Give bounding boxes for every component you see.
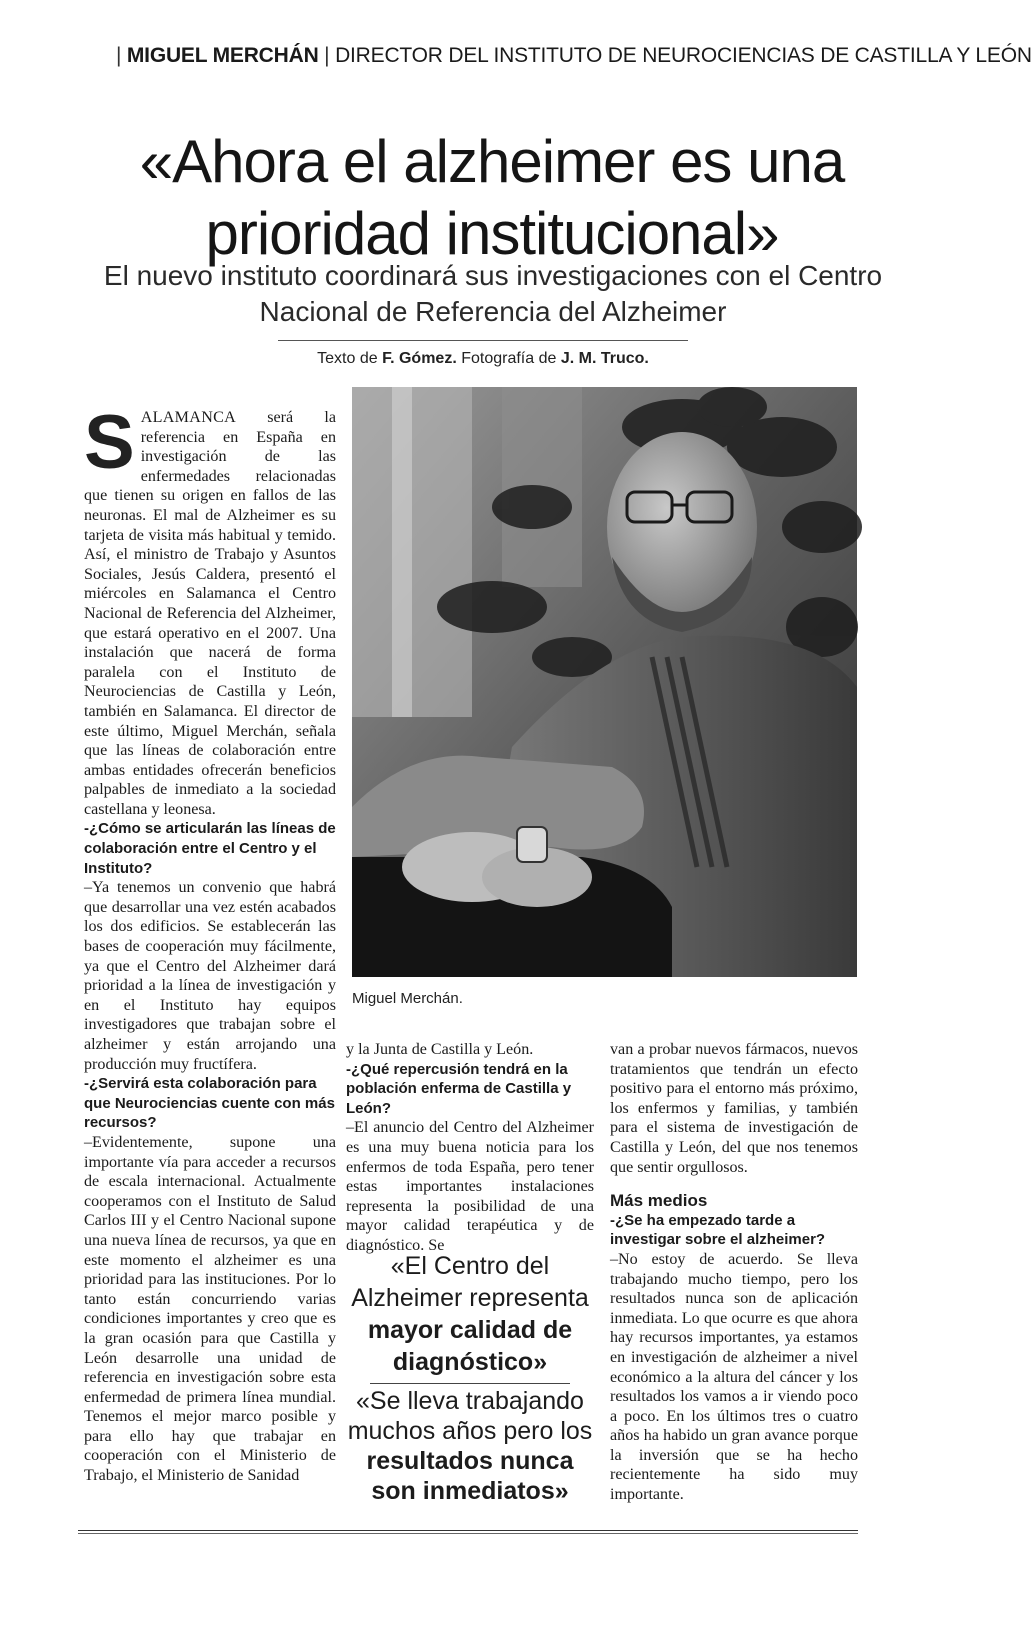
byline-author: F. Gómez. xyxy=(382,350,457,367)
byline-divider xyxy=(278,340,688,341)
pullquote-2 xyxy=(346,1386,594,1506)
article-column-1 xyxy=(84,400,336,1486)
kicker-bar: | xyxy=(318,44,336,67)
pullquote-1-text: «El Centro del Alzheimer representa xyxy=(351,1252,589,1312)
pullquote-1-bold: mayor calidad de diagnóstico» xyxy=(367,1316,573,1376)
question-4: -¿Se ha empezado tarde a investigar sobre el alzheimer? xyxy=(610,1211,826,1249)
bottom-rule xyxy=(78,1533,858,1534)
question-2: -¿Servirá esta colaboración para que Neurociencias cuente con más recursos? xyxy=(84,1075,335,1132)
article-column-2 xyxy=(346,1040,594,1256)
article-subhead: El nuevo instituto coordinará sus investigaciones con el Centro Nacional de Referencia del Alzheimer xyxy=(103,260,883,327)
byline-text-prefix: Texto de xyxy=(317,350,378,367)
portrait-photo xyxy=(352,387,857,977)
bottom-rule xyxy=(78,1530,858,1531)
kicker-bar: | xyxy=(116,44,127,67)
answer-4: –No estoy de acuerdo. Se lleva trabajando mucho tiempo, pero los resultados nunca son de aplicación inmediata. Lo que ocurre es que ahora hay recursos importantes, ya estamos en investigación de alzheimer a nivel económico a la altura del cáncer y los resultados los vamos a ir viendo poco a poco. En los últimos tres o cuatro años ha habido un gran avance porque la inversión que se ha hecho recientemente ha sido muy importante. xyxy=(610,1250,858,1504)
byline xyxy=(278,350,688,368)
article-kicker xyxy=(116,44,1032,68)
question-1: -¿Cómo se articularán las líneas de colaboración entre el Centro y el Instituto? xyxy=(84,820,336,877)
pullquote-1 xyxy=(346,1250,594,1378)
kicker-role: DIRECTOR DEL INSTITUTO DE NEUROCIENCIAS DE CASTILLA Y LEÓN xyxy=(335,44,1032,67)
byline-photo-prefix: Fotografía de xyxy=(461,350,557,367)
photo-caption: Miguel Merchán. xyxy=(352,990,463,1007)
answer-2-continued: y la Junta de Castilla y León. xyxy=(346,1041,534,1058)
answer-1: –Ya tenemos un convenio que habrá que desarrollar una vez estén acabados los dos edificios. Se establecerán las bases de cooperación muy fácilmente, ya que el Centro del Alzheimer dará prioridad a la línea de investigación y en el Instituto hay equipos investigadores que trabajan sobre el alzheimer y están arrojando una producción muy fructífera. xyxy=(84,879,336,1073)
pullquote-2-bold: resultados nunca son inmediatos» xyxy=(366,1447,574,1505)
lead-smallcaps: ALAMANCA xyxy=(140,409,237,426)
question-3: -¿Qué repercusión tendrá en la población enferma de Castilla y León? xyxy=(346,1060,572,1117)
pullquote-2-text: «Se lleva trabajando muchos años pero los xyxy=(347,1387,593,1445)
kicker-name: MIGUEL MERCHÁN xyxy=(126,44,319,67)
section-subtitle: Más medios xyxy=(610,1191,708,1211)
lead-text: será la referencia en España en investigación de las enfermedades relacionadas que tienen su origen en fallos de las neuronas. El mal de Alzheimer es su tarjeta de visita más habitual y temido. Así, el ministro de Trabajo y Asuntos Sociales, Jesús Caldera, presentó el miércoles en Salamanca el Centro Nacional de Referencia del Alzheimer, que estará operativo en el 2007. Una instalación que nacerá de forma paralela con el Instituto de Neurociencias de Castilla y León, también en Salamanca. El director de este último, Miguel Merchán, señala que las líneas de colaboración entre ambas entidades ofrecerán beneficios palpables de inmediato a la sociedad castellana y leonesa. xyxy=(84,409,336,818)
article-column-3 xyxy=(610,1040,858,1505)
answer-3: –El anuncio del Centro del Alzheimer es una muy buena noticia para los enfermos de toda España, pero tener estas importantes instalaciones representa la posibilidad de una mayor calidad terapéutica y de diagnóstico. Se xyxy=(346,1119,594,1254)
answer-2: –Evidentemente, supone una importante vía para acceder a recursos de escala internacional. Actualmente cooperamos con el Instituto de Salud Carlos III y el Centro Nacional supone una nueva línea de recursos, ya que en este momento el alzheimer es una prioridad para las instituciones. Por lo tanto están concurriendo varias condiciones importantes y creo que es la gran ocasión para que Castilla y León desarrolle una unidad de referencia en investigación sobre esta enfermedad de primera línea mundial. Tenemos el mejor marco posible y para ello hay que trabajar en cooperación con el Ministerio de Trabajo, el Ministerio de Sanidad xyxy=(84,1133,336,1485)
article-headline: «Ahora el alzheimer es una prioridad institucional» xyxy=(139,128,845,268)
lead-paragraph xyxy=(84,400,336,819)
pullquote-divider xyxy=(370,1383,570,1384)
dropcap: S xyxy=(84,400,135,485)
byline-photographer: J. M. Truco. xyxy=(560,350,649,367)
answer-3-continued: van a probar nuevos fármacos, nuevos tratamientos que tendrán un efecto positivo para el entorno más próximo, los enfermos y familias, y también para el sistema de investigación de Castilla y León, del que nos tenemos que sentir orgullosos. xyxy=(610,1041,858,1176)
